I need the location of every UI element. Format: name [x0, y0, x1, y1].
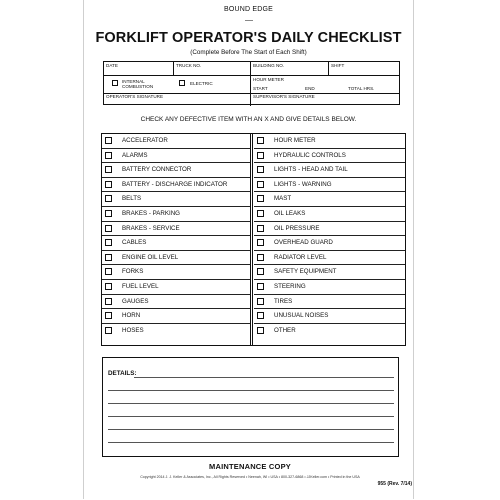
checklist-row [102, 251, 250, 266]
instructions-text: CHECK ANY DEFECTIVE ITEM WITH AN X AND GIVE DETAILS BELOW. [140, 116, 357, 123]
checklist-row [102, 236, 250, 251]
checklist-row [254, 251, 405, 266]
right-checklist-column [254, 134, 405, 338]
checklist-item-label: TIRES [274, 297, 293, 305]
checklist-item-label: ENGINE OIL LEVEL [122, 253, 179, 261]
checklist-row [254, 236, 405, 251]
checklist-row [102, 163, 250, 178]
checklist-row [102, 280, 250, 295]
details-box [102, 357, 399, 457]
defect-checkbox[interactable] [257, 268, 264, 275]
defect-checkbox[interactable] [105, 239, 112, 246]
end-label: END [305, 86, 315, 91]
defect-checkbox[interactable] [105, 225, 112, 232]
defect-checkbox[interactable] [257, 298, 264, 305]
checklist-row [254, 324, 405, 339]
checklist-row [102, 265, 250, 280]
defect-checkbox[interactable] [105, 166, 112, 173]
defect-checkbox[interactable] [257, 312, 264, 319]
checklist-row [102, 324, 250, 339]
defect-checkbox[interactable] [257, 137, 264, 144]
checklist-row [254, 280, 405, 295]
defect-checkbox[interactable] [105, 268, 112, 275]
checklist-row [102, 192, 250, 207]
defect-checkbox[interactable] [105, 254, 112, 261]
date-field-label: DATE [106, 63, 118, 68]
copyright-text: Copyright 2014 J. J. Keller & Associates, Inc., All Rights Reserved • Neenah, WI • USA • 800-327-6868 • JJKeller.com • Printed in the USA [140, 475, 360, 479]
checklist-row [254, 178, 405, 193]
details-label: DETAILS: [108, 370, 137, 377]
checklist-row [102, 222, 250, 237]
checklist-item-label: GAUGES [122, 297, 149, 305]
defect-checkbox[interactable] [257, 152, 264, 159]
checklist-item-label: SAFETY EQUIPMENT [274, 268, 337, 276]
details-line[interactable] [134, 377, 394, 378]
defect-checkbox[interactable] [105, 298, 112, 305]
operator-signature-label: OPERATOR'S SIGNATURE [106, 94, 164, 99]
defect-checkbox[interactable] [257, 195, 264, 202]
checklist-item-label: MAST [274, 195, 292, 203]
defect-checkbox[interactable] [105, 137, 112, 144]
checklist-item-label: RADIATOR LEVEL [274, 253, 327, 261]
start-label: START [253, 86, 268, 91]
checklist-item-label: CABLES [122, 239, 147, 247]
hour-meter-label: HOUR METER [253, 77, 284, 82]
checklist-row [254, 163, 405, 178]
details-line[interactable] [108, 442, 394, 443]
checklist-item-label: BATTERY - DISCHARGE INDICATOR [122, 180, 228, 188]
checklist-item-label: FORKS [122, 268, 144, 276]
checklist-item-label: BRAKES - SERVICE [122, 224, 180, 232]
truck-no-field-label: TRUCK NO. [176, 63, 202, 68]
form-number: 955 (Rev. 7/14) [377, 481, 412, 487]
header-row-divider [104, 75, 399, 76]
internal-combustion-checkbox[interactable] [112, 80, 118, 86]
left-checklist-column [102, 134, 250, 338]
checklist-item-label: HYDRAULIC CONTROLS [274, 151, 346, 159]
checklist-row [102, 134, 250, 149]
details-line[interactable] [108, 403, 394, 404]
defect-checkbox[interactable] [105, 210, 112, 217]
header-info-box [103, 61, 400, 105]
checklist-row [254, 222, 405, 237]
electric-label: ELECTRIC [190, 81, 213, 86]
header-col-divider [250, 62, 251, 106]
details-line[interactable] [108, 429, 394, 430]
total-hrs-label: TOTAL HRS. [348, 86, 375, 91]
checklist-row [254, 149, 405, 164]
defect-checkbox[interactable] [105, 283, 112, 290]
details-line[interactable] [108, 416, 394, 417]
checklist-row [102, 149, 250, 164]
checklist-row [102, 207, 250, 222]
defect-checkbox[interactable] [105, 327, 112, 334]
defect-checkbox[interactable] [257, 225, 264, 232]
building-no-field-label: BUILDING NO. [253, 63, 285, 68]
form-title: FORKLIFT OPERATOR'S DAILY CHECKLIST [95, 30, 402, 46]
defect-checkbox[interactable] [105, 312, 112, 319]
checklist-row [254, 192, 405, 207]
checklist-item-label: BELTS [122, 195, 142, 203]
defect-checkbox[interactable] [257, 166, 264, 173]
defect-checkbox[interactable] [257, 239, 264, 246]
bound-edge-mark [245, 20, 253, 21]
checklist-item-label: STEERING [274, 282, 306, 290]
checklist-item-label: UNUSUAL NOISES [274, 312, 329, 320]
checklist-item-label: HORN [122, 312, 141, 320]
checklist-item-label: ALARMS [122, 151, 148, 159]
internal-combustion-label: INTERNAL COMBUSTION [122, 79, 154, 89]
checklist-item-label: OTHER [274, 326, 296, 334]
checklist-item-label: LIGHTS - WARNING [274, 180, 332, 188]
checklist-item-label: BRAKES - PARKING [122, 209, 180, 217]
column-divider [250, 134, 253, 345]
checklist-row [254, 309, 405, 324]
checklist-item-label: OIL PRESSURE [274, 224, 320, 232]
checklist-row [102, 178, 250, 193]
maintenance-copy-label: MAINTENANCE COPY [209, 462, 291, 471]
checklist-item-label: HOSES [122, 326, 144, 334]
checklist-row [254, 295, 405, 310]
details-line[interactable] [108, 390, 394, 391]
defect-checkbox[interactable] [257, 327, 264, 334]
defect-checkbox[interactable] [105, 195, 112, 202]
checklist-item-label: OVERHEAD GUARD [274, 239, 333, 247]
checklist-grid [101, 133, 406, 346]
checklist-row [102, 309, 250, 324]
checklist-row [102, 295, 250, 310]
checklist-item-label: BATTERY CONNECTOR [122, 166, 192, 174]
defect-checkbox[interactable] [257, 254, 264, 261]
checklist-item-label: LIGHTS - HEAD AND TAIL [274, 166, 348, 174]
checklist-row [254, 134, 405, 149]
defect-checkbox[interactable] [105, 181, 112, 188]
defect-checkbox[interactable] [257, 181, 264, 188]
supervisor-signature-label: SUPERVISOR'S SIGNATURE [253, 94, 315, 99]
checklist-item-label: ACCELERATOR [122, 137, 168, 144]
header-col-divider [328, 62, 329, 75]
defect-checkbox[interactable] [257, 210, 264, 217]
checklist-item-label: OIL LEAKS [274, 209, 306, 217]
defect-checkbox[interactable] [105, 152, 112, 159]
checklist-row [254, 207, 405, 222]
checklist-row [254, 265, 405, 280]
header-col-divider [173, 62, 174, 75]
bound-edge-label: BOUND EDGE [223, 6, 274, 13]
checklist-item-label: HOUR METER [274, 137, 316, 144]
checklist-item-label: FUEL LEVEL [122, 282, 159, 290]
defect-checkbox[interactable] [257, 283, 264, 290]
form-subtitle: (Complete Before The Start of Each Shift) [190, 49, 307, 56]
electric-checkbox[interactable] [179, 80, 185, 86]
shift-field-label: SHIFT [331, 63, 345, 68]
